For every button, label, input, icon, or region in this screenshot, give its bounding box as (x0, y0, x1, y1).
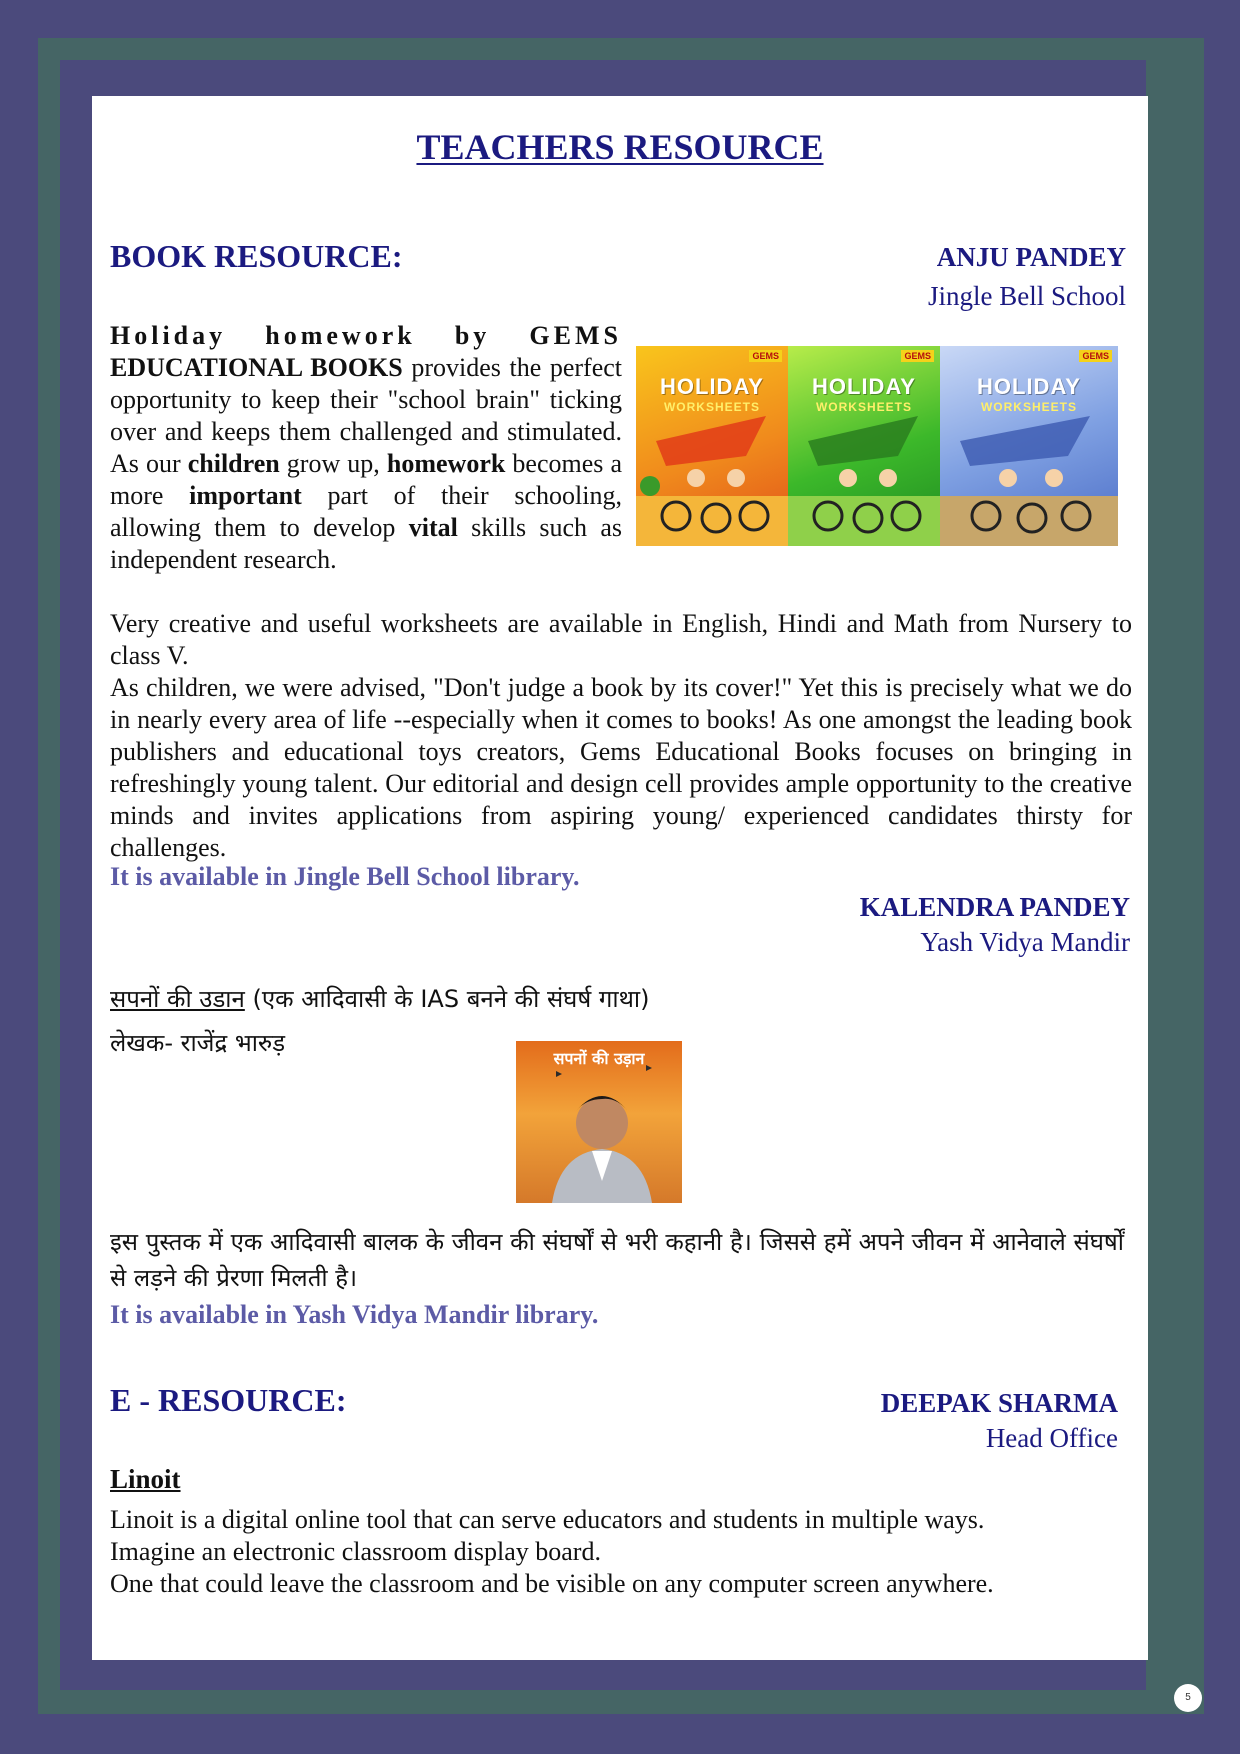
bold-word: children (187, 449, 280, 478)
brand-badge: GEMS (1079, 350, 1112, 362)
text-run: becomes a more (110, 449, 622, 510)
author-name: ANJU PANDEY (936, 242, 1126, 272)
book-subtitle: WORKSHEETS (815, 400, 912, 414)
linoit-heading: Linoit (110, 1464, 181, 1494)
page-title: TEACHERS RESOURCE (416, 127, 824, 167)
bold-word: homework (386, 449, 506, 478)
author-school: Head Office (985, 1423, 1118, 1453)
kids-cycling-illustration (636, 346, 788, 546)
author-anju (928, 242, 1126, 312)
hindi-book-cover (516, 1041, 682, 1203)
bold-word: important (189, 481, 302, 510)
gems-publisher: EDUCATIONAL BOOKS (110, 353, 403, 382)
author-name: KALENDRA PANDEY (859, 892, 1130, 922)
author-school: Yash Vidya Mandir (920, 927, 1130, 957)
bold-word: vital (408, 513, 458, 542)
hindi-book-author: लेखक- राजेंद्र भारुड़ (110, 1029, 286, 1057)
worksheets-note: Very creative and useful worksheets are available in English, Hindi and Math from Nursery to class V. (110, 609, 1132, 670)
book-cover-orange (636, 346, 788, 546)
gems-about: As children, we were advised, "Don't judge a book by its cover!" Yet this is precisely what we do in nearly every area of life --especially when it comes to books! As one amongst the leading book publishers and educational toys creators, Gems Educational Books focuses on bringing in refreshingly young talent. Our editorial and design cell provides ample opportunity to the creative minds and invites applications from aspiring young/ experienced candidates thirsty for challenges. (110, 673, 1132, 862)
hindi-book-title-line (110, 982, 650, 1015)
hindi-book-subtitle: (एक आदिवासी के IAS बनने की संघर्ष गाथा) (244, 985, 650, 1013)
book-cover-blue (940, 346, 1118, 546)
book-cover-green (788, 346, 940, 546)
book-title: HOLIDAY (660, 374, 764, 399)
linoit-line-3: One that could leave the classroom and be visible on any computer screen anywhere. (110, 1569, 994, 1598)
text-run: part of their schooling, allowing them to develop (110, 481, 622, 542)
availability-jingle-bell: It is available in Jingle Bell School library. (110, 862, 580, 891)
linoit-line-2: Imagine an electronic classroom display board. (110, 1537, 601, 1566)
gems-description (110, 320, 622, 576)
kids-cycling-illustration (940, 346, 1118, 546)
kids-cycling-illustration (788, 346, 940, 546)
text-run: skills such as independent research. (110, 513, 622, 574)
cover-title: सपनों की उड़ान (553, 1049, 645, 1068)
page-number: 5 (1174, 1684, 1202, 1712)
availability-yash-vidya: It is available in Yash Vidya Mandir library. (110, 1300, 599, 1329)
brand-badge: GEMS (749, 350, 782, 362)
text-run: grow up, (279, 449, 387, 478)
hindi-book-title: सपनों की उडान (110, 985, 245, 1013)
book-title: HOLIDAY (977, 374, 1081, 399)
author-portrait (516, 1041, 682, 1203)
page-sheet (92, 96, 1148, 1660)
author-deepak (881, 1388, 1118, 1454)
book-subtitle: WORKSHEETS (980, 400, 1077, 414)
e-resource-heading: E - RESOURCE: (110, 1382, 347, 1418)
gems-lead: Holiday homework by GEMS (110, 321, 622, 350)
linoit-line-1: Linoit is a digital online tool that can serve educators and students in multiple ways. (110, 1505, 985, 1534)
brand-badge: GEMS (901, 350, 934, 362)
author-school: Jingle Bell School (928, 281, 1126, 311)
text-run: provides the perfect opportunity to keep their "school brain" ticking over and keeps them challenged and stimulated. As our (110, 353, 622, 478)
book-subtitle: WORKSHEETS (663, 400, 760, 414)
hindi-book-description: इस पुस्तक में एक आदिवासी बालक के जीवन की संघर्षों से भरी कहानी है। जिससे हमें अपने जीवन में आनेवाले संघर्षों से लड़ने की प्रेरणा मिलती है। (110, 1228, 1124, 1292)
author-kalendra (860, 892, 1130, 958)
book-title: HOLIDAY (812, 374, 916, 399)
author-name: DEEPAK SHARMA (880, 1388, 1118, 1418)
book-resource-heading: BOOK RESOURCE: (110, 238, 403, 274)
